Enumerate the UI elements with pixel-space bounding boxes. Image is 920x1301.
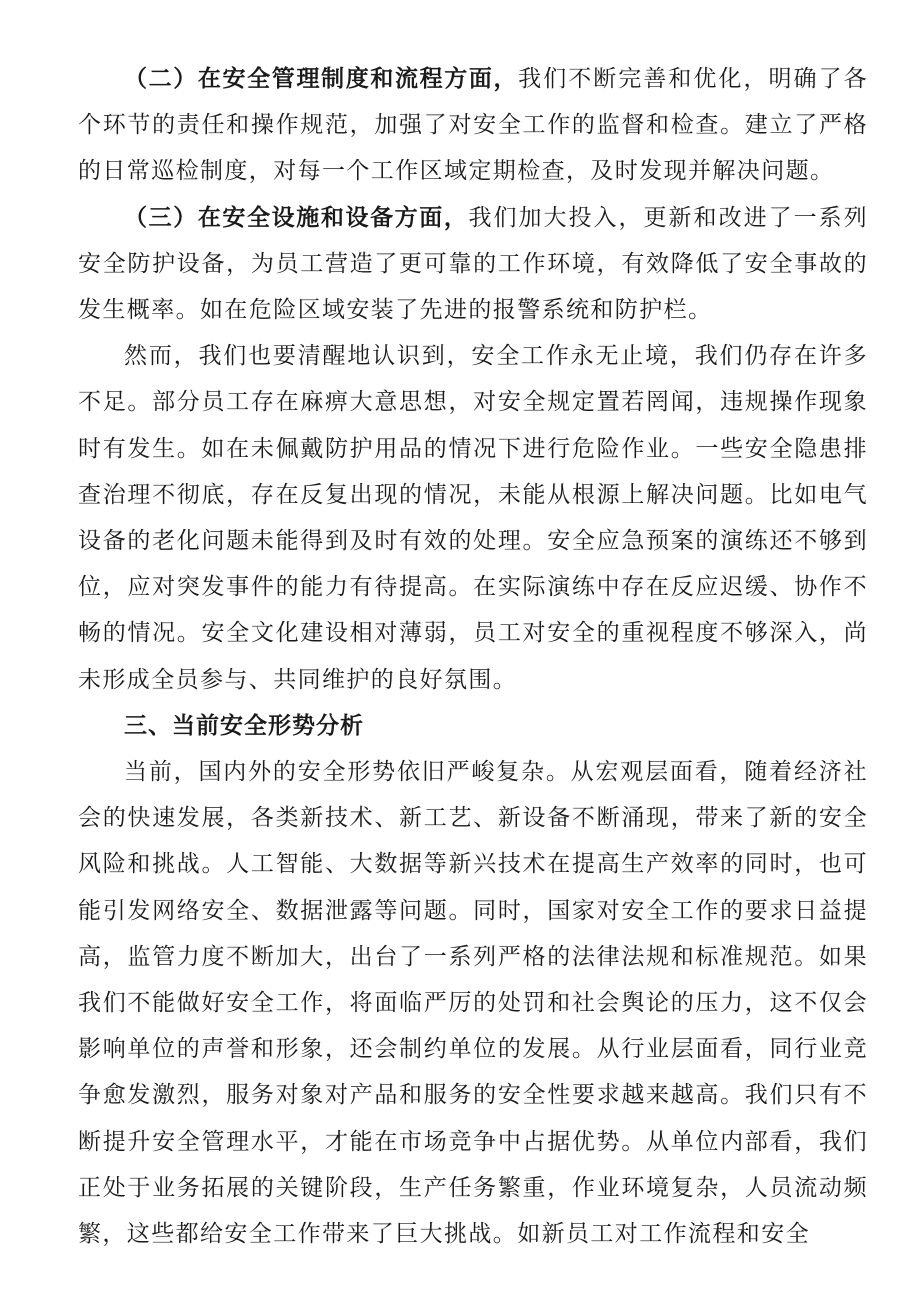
paragraph-text: 然而，我们也要清醒地认识到，安全工作永无止境，我们仍存在许多不足。部分员工存在麻痹大意思想，对安全规定置若罔闻，违规操作现象时有发生。如在未佩戴防护用品的情况下进行危险作业。一些安全隐患排查治理不彻底，存在反复出现的情况，未能从根源上解决问题。比如电气设备的老化问题未能得到及时有效的处理。安全应急预案的演练还不够到位，应对突发事件的能力有待提高。在实际演练中存在反应迟缓、协作不畅的情况。安全文化建设相对薄弱，员工对安全的重视程度不够深入，尚未形成全员参与、共同维护的良好氛围。	[78, 343, 868, 693]
paragraph-situation-analysis: 当前，国内外的安全形势依旧严峻复杂。从宏观层面看，随着经济社会的快速发展，各类新技术、新工艺、新设备不断涌现，带来了新的安全风险和挑战。人工智能、大数据等新兴技术在提高生产效率的同时，也可能引发网络安全、数据泄露等问题。同时，国家对安全工作的要求日益提高，监管力度不断加大，出台了一系列严格的法律法规和标准规范。如果我们不能做好安全工作，将面临严厉的处罚和社会舆论的压力，这不仅会影响单位的声誉和形象，还会制约单位的发展。从行业层面看，同行业竞争愈发激烈，服务对象对产品和服务的安全性要求越来越高。我们只有不断提升安全管理水平，才能在市场竞争中占据优势。从单位内部看，我们正处于业务拓展的关键阶段，生产任务繁重，作业环境复杂，人员流动频繁，这些都给安全工作带来了巨大挑战。如新员工对工作流程和安全	[78, 759, 868, 1248]
paragraph-management-system	[78, 56, 868, 195]
paragraph-text: 我们不断完善和优化，明确了各个环节的责任和操作规范，加强了对安全工作的监督和检查。建立了严格的日常巡检制度，对每一个工作区域定期检查，及时发现并解决问题。	[78, 66, 869, 185]
paragraph-lead: （二）在安全管理制度和流程方面，	[124, 66, 519, 92]
section-heading: 三、当前安全形势分析	[124, 712, 364, 739]
document-body	[78, 56, 868, 1257]
paragraph-facilities-equipment	[78, 195, 868, 334]
paragraph-lead: （三）在安全设施和设备方面，	[124, 204, 469, 231]
paragraph-shortcomings	[78, 333, 868, 703]
paragraph-text: 我们加大投入，更新和改进了一系列安全防护设备，为员工营造了更可靠的工作环境，有效降低了安全事故的发生概率。如在危险区域安装了先进的报警系统和防护栏。	[78, 204, 869, 324]
